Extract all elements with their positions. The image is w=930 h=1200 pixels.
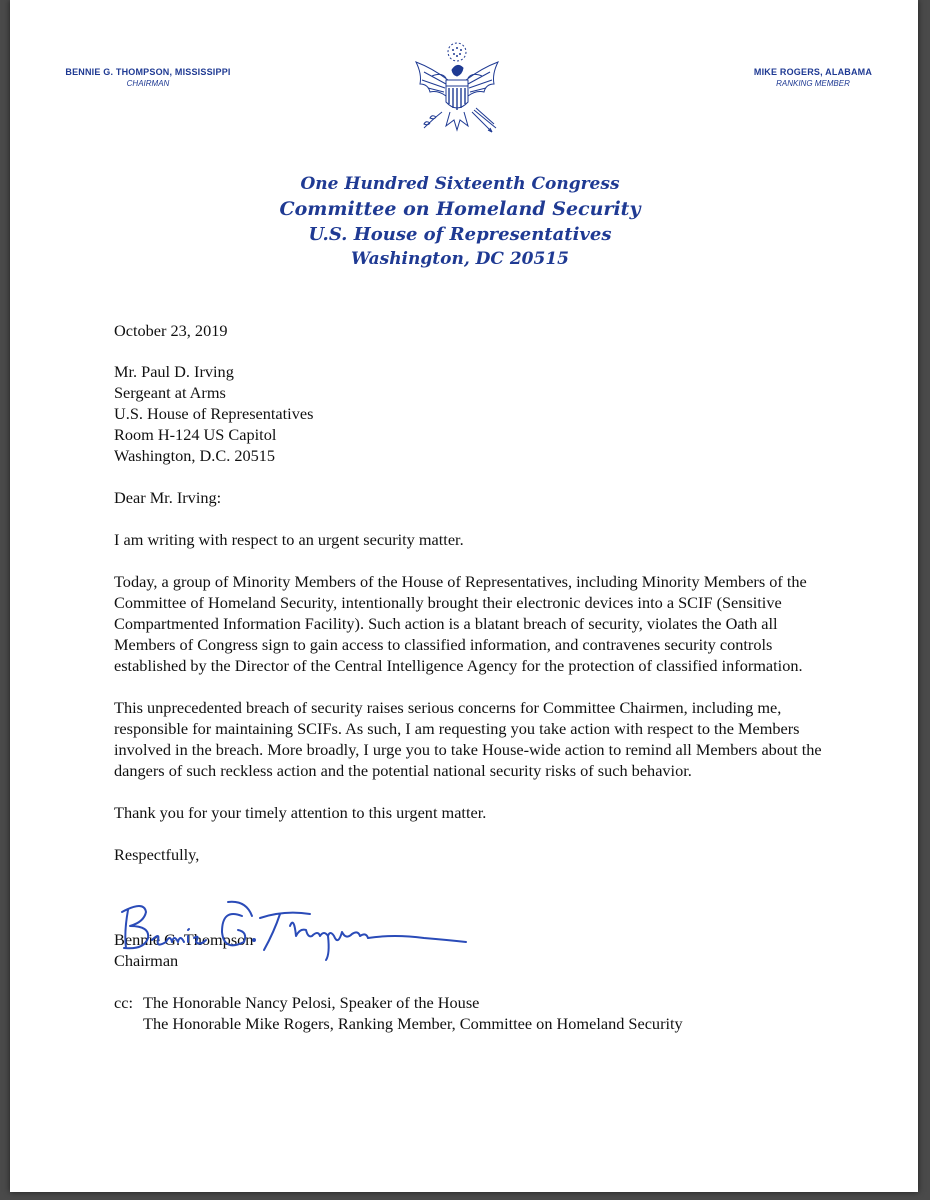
cc-line: The Honorable Mike Rogers, Ranking Member, Committee on Homeland Security: [143, 1014, 683, 1033]
letter-date: October 23, 2019: [114, 321, 228, 340]
committee-masthead: [160, 172, 760, 272]
cc-label: cc:: [114, 993, 133, 1012]
recipient-line: Washington, D.C. 20515: [114, 446, 276, 465]
masthead-committee: Committee on Homeland Security: [279, 198, 641, 220]
closing: Respectfully,: [114, 845, 200, 864]
ranking-member-header: [728, 66, 898, 90]
letter-page: [10, 0, 918, 1192]
paragraph-2: Today, a group of Minority Members of the House of Representatives, including Minority Members of the Committee of Homeland Security, intentionally brought their electronic devices into a SCIF (Sensitive Compartmented Information Facility). Such action is a blatant breach of security, violates the Oath all Members of Congress sign to gain access to classified information, and contravenes security controls established by the Director of the Central Intelligence Agency for the protection of classified information.: [114, 572, 807, 675]
cc-block: [114, 992, 834, 1034]
recipient-line: Room H-124 US Capitol: [114, 425, 277, 444]
chairman-name: BENNIE G. THOMPSON, MISSISSIPPI: [65, 67, 231, 77]
handwritten-signature: [114, 896, 474, 966]
ranking-member-name: MIKE ROGERS, ALABAMA: [753, 67, 873, 77]
salutation: Dear Mr. Irving:: [114, 488, 222, 507]
masthead-congress: One Hundred Sixteenth Congress: [300, 174, 620, 194]
masthead-address: Washington, DC 20515: [351, 249, 569, 269]
masthead-house: U.S. House of Representatives: [308, 224, 612, 245]
chairman-role: CHAIRMAN: [126, 79, 170, 88]
recipient-line: Mr. Paul D. Irving: [114, 362, 234, 381]
chairman-header: [48, 66, 248, 90]
paragraph-1: I am writing with respect to an urgent security matter.: [114, 530, 464, 549]
signer-name: Bennie G. Thompson: [114, 930, 254, 949]
paragraph-4: Thank you for your timely attention to this urgent matter.: [114, 803, 487, 822]
ranking-member-role: RANKING MEMBER: [776, 79, 850, 88]
signer-title: Chairman: [114, 951, 179, 970]
recipient-address: [114, 361, 834, 466]
great-seal-eagle-icon: [402, 40, 512, 148]
cc-line: The Honorable Nancy Pelosi, Speaker of the House: [143, 993, 480, 1012]
recipient-line: Sergeant at Arms: [114, 383, 226, 402]
paragraph-3: This unprecedented breach of security raises serious concerns for Committee Chairmen, including me, responsible for maintaining SCIFs. As such, I am requesting you take action with respect to the Members involved in the breach. More broadly, I urge you to take House-wide action to remind all Members about the dangers of such reckless action and the potential national security risks of such behavior.: [114, 698, 822, 780]
recipient-line: U.S. House of Representatives: [114, 404, 314, 423]
